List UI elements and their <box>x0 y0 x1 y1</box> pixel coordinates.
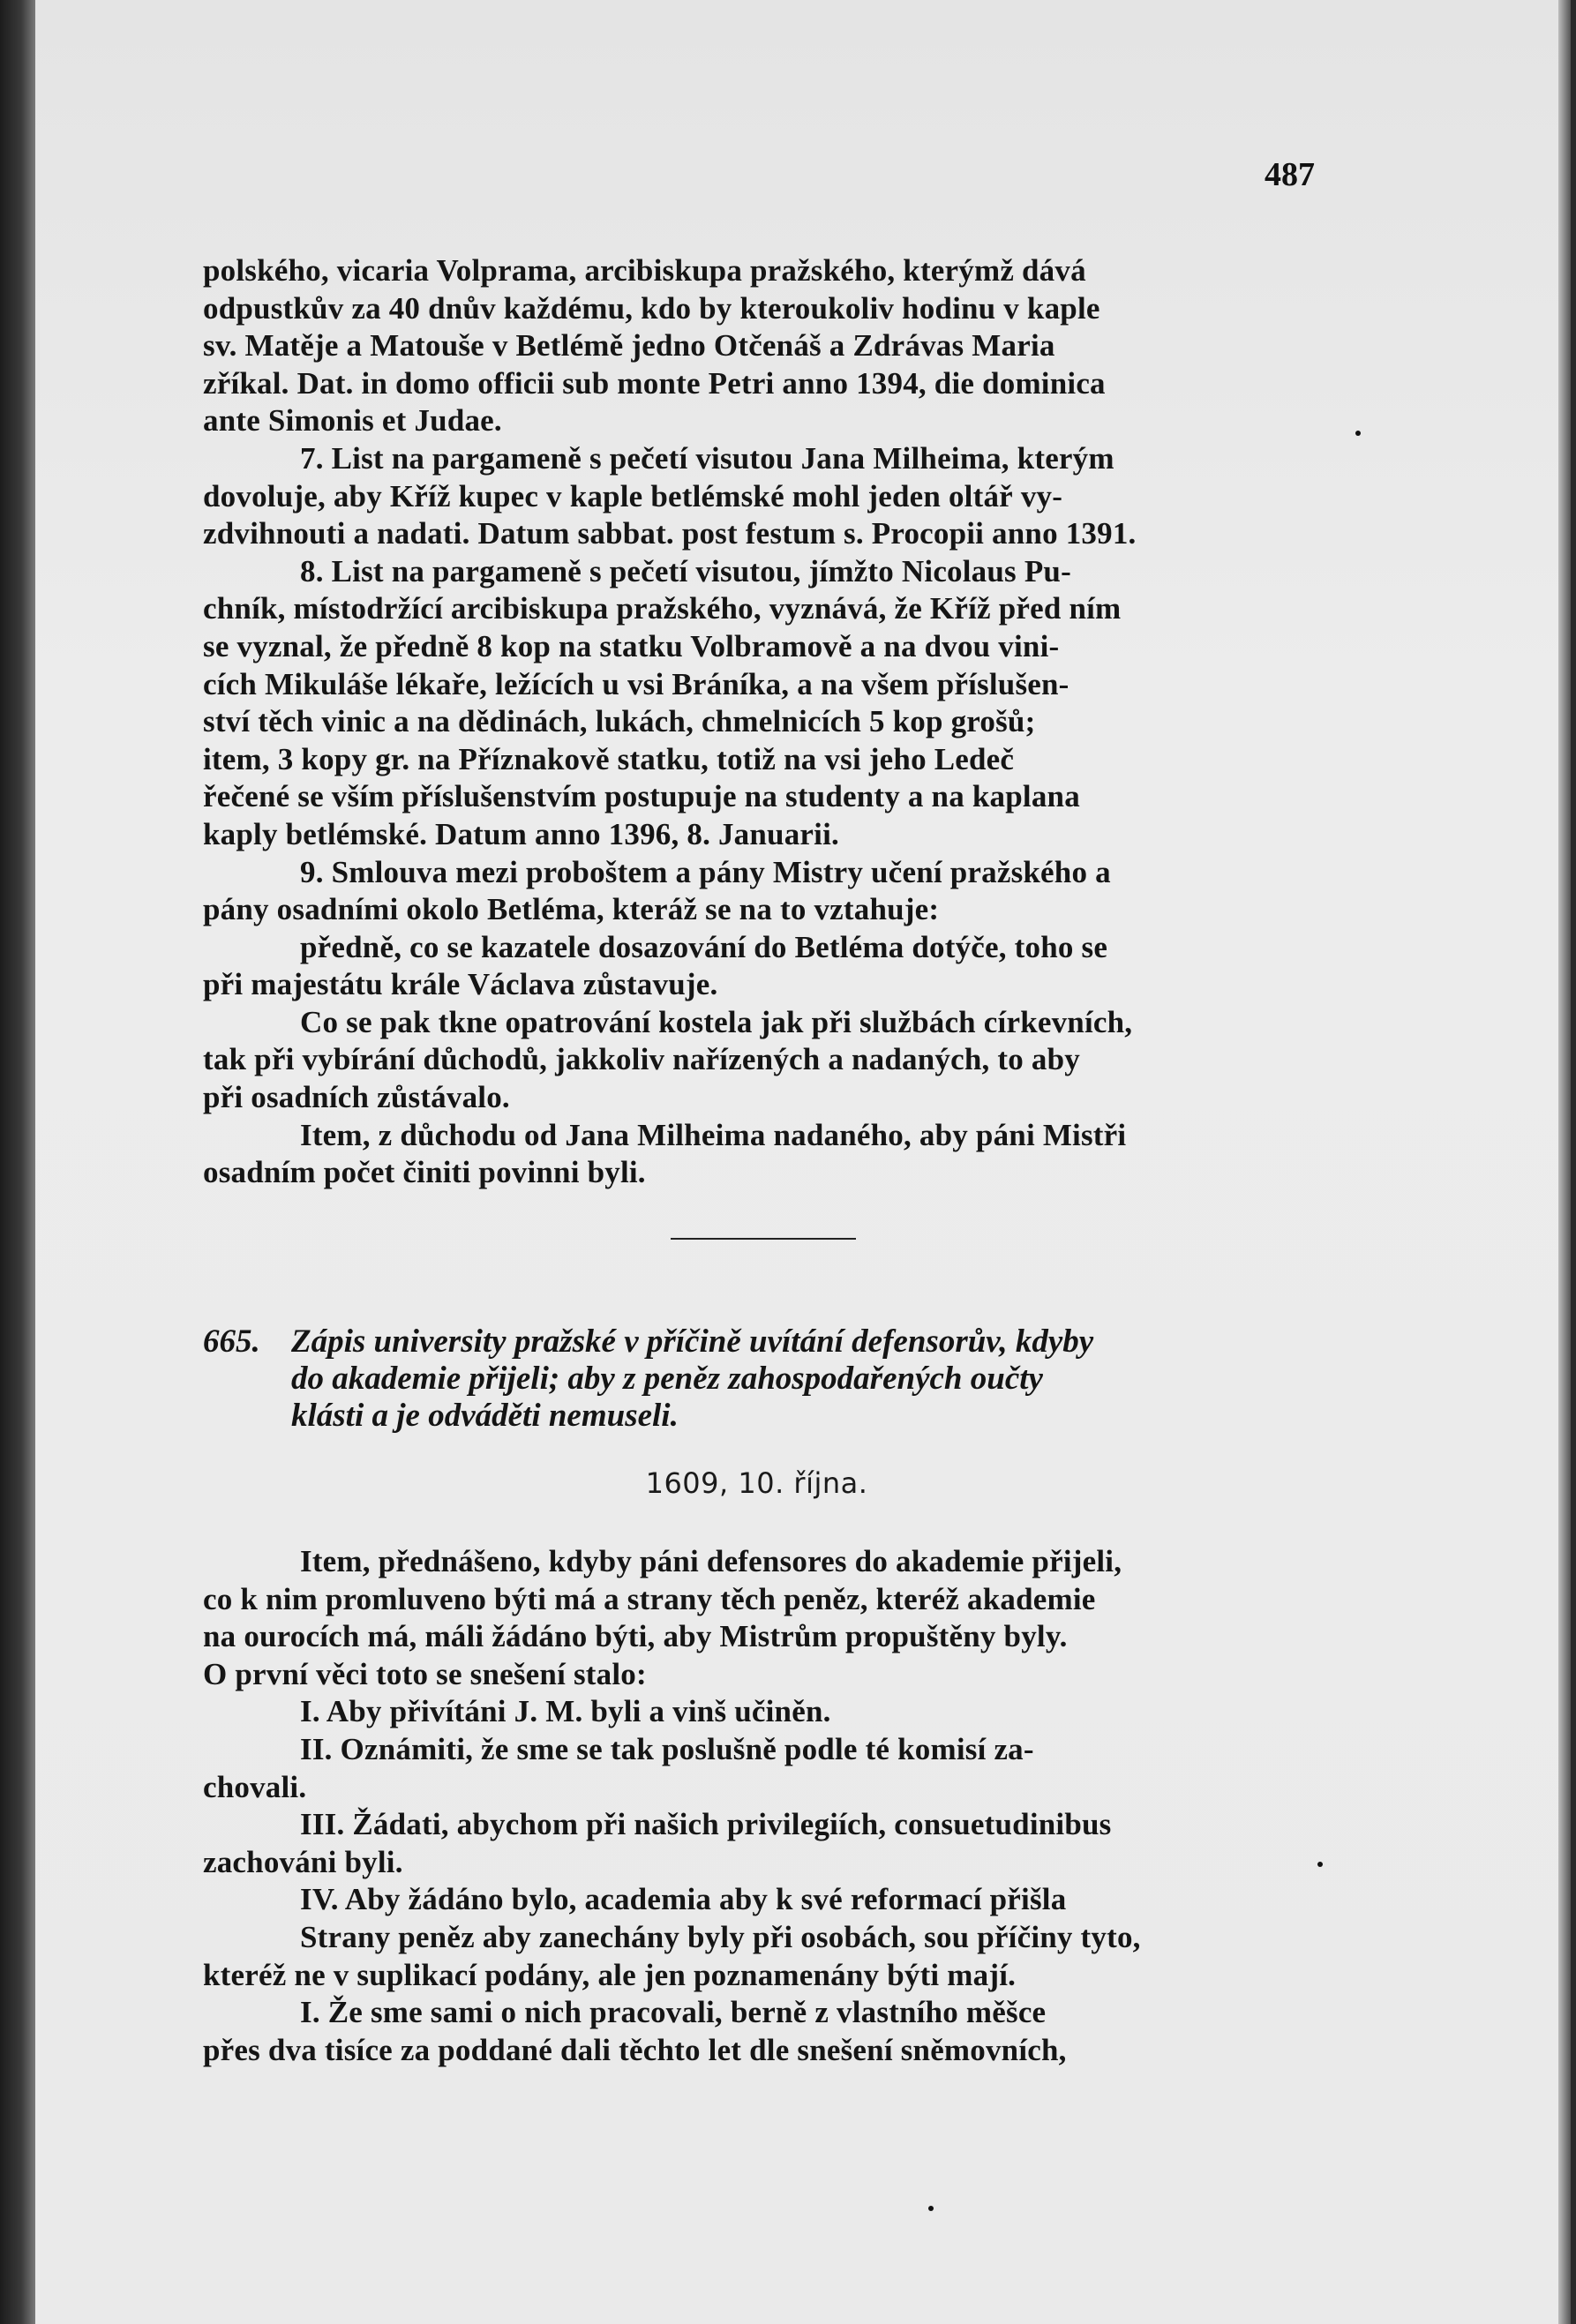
text-line: dovoluje, aby Kříž kupec v kaple betlémské mohl jeden oltář vy- <box>203 478 1063 514</box>
paper-speck <box>1355 431 1361 436</box>
book-spine-shadow <box>0 0 35 2324</box>
text-line: zříkal. Dat. in domo officii sub monte Petri anno 1394, die dominica <box>203 365 1106 401</box>
paper-speck <box>1317 1862 1323 1867</box>
text-line: pány osadními okolo Betléma, kteráž se na to vztahuje: <box>203 892 940 927</box>
section-divider <box>671 1238 856 1240</box>
text-line: kteréž ne v suplikací podány, ale jen poznamenány býti mají. <box>203 1957 1017 1992</box>
text-line: III. Žádati, abychom při našich privilegiích, consuetudinibus <box>300 1807 1112 1842</box>
text-line: chník, místodržící arcibiskupa pražského, vyznává, že Kříž před ním <box>203 591 1122 626</box>
text-line: zdvihnouti a nadati. Datum sabbat. post festum s. Procopii anno 1391. <box>203 516 1137 551</box>
text-line: kaply betlémské. Datum anno 1396, 8. Januarii. <box>203 816 839 851</box>
text-line: 8. List na pargameně s pečetí visutou, jímžto Nicolaus Pu- <box>300 553 1071 588</box>
text-line: sv. Matěje a Matouše v Betlémě jedno Otčenáš a Zdrávas Maria <box>203 328 1055 364</box>
text-line: přes dva tisíce za poddané dali těchto let dle snešení sněmovních, <box>203 2032 1067 2067</box>
text-line: při majestátu krále Václava zůstavuje. <box>203 967 718 1002</box>
text-line: Item, z důchodu od Jana Milheima nadaného, aby páni Mistři <box>300 1117 1127 1152</box>
section-heading-line-3: klásti a je odváděti nemuseli. <box>291 1398 679 1434</box>
text-line: ství těch vinic a na dědinách, lukách, chmelnicích 5 kop grošů; <box>203 704 1036 739</box>
text-line: se vyznal, že předně 8 kop na statku Volbramově a na dvou vini- <box>203 628 1060 663</box>
text-line: chovali. <box>203 1769 307 1804</box>
text-line: 7. List na pargameně s pečetí visutou Jana Milheima, kterým <box>300 440 1114 476</box>
text-line: ante Simonis et Judae. <box>203 403 502 439</box>
text-line: item, 3 kopy gr. na Příznakově statku, totiž na vsi jeho Ledeč <box>203 741 1015 776</box>
text-line: cích Mikuláše lékaře, ležících u vsi Bráníka, a na všem příslušen- <box>203 666 1069 701</box>
page-number: 487 <box>1265 156 1315 193</box>
paper-speck <box>928 2206 934 2211</box>
section-title-line: Zápis university pražské v příčině uvítání defensorův, kdyby <box>291 1323 1094 1360</box>
text-line: odpustkův za 40 dnův každému, kdo by kteroukoliv hodinu v kaple <box>203 290 1100 326</box>
text-line: předně, co se kazatele dosazování do Betléma dotýče, toho se <box>300 929 1108 964</box>
section-heading-line-1 <box>203 1323 1310 1361</box>
lower-text-block <box>203 1543 1310 2069</box>
text-line: 9. Smlouva mezi proboštem a pány Mistry učení pražského a <box>300 854 1111 889</box>
section-heading-line-2: do akademie přijeli; aby z peněz zahospodařených oučty <box>291 1361 1043 1397</box>
text-line: řečené se vším příslušenstvím postupuje na studenty a na kaplana <box>203 779 1080 814</box>
text-line: polského, vicaria Volprama, arcibiskupa pražského, kterýmž dává <box>203 253 1086 288</box>
upper-text-block <box>203 252 1310 1192</box>
text-line: co k nim promluveno býti má a strany těch peněz, kteréž akademie <box>203 1581 1096 1616</box>
text-line: I. Aby přivítáni J. M. byli a vinš učiněn. <box>300 1694 831 1729</box>
text-line: na ourocích má, máli žádáno býti, aby Mistrům propuštěny byly. <box>203 1619 1068 1654</box>
section-number: 665. <box>203 1323 260 1360</box>
text-line: I. Že sme sami o nich pracovali, berně z vlastního měšce <box>300 1995 1047 2030</box>
text-line: Co se pak tkne opatrování kostela jak při službách církevních, <box>300 1004 1133 1039</box>
section-date: 1609, 10. října. <box>645 1466 868 1500</box>
text-line: II. Oznámiti, že sme se tak poslušně podle té komisí za- <box>300 1731 1034 1766</box>
text-line: tak při vybírání důchodů, jakkoliv nařízených a nadaných, to aby <box>203 1042 1080 1077</box>
page-right-edge <box>1558 0 1571 2324</box>
text-line: při osadních zůstávalo. <box>203 1080 510 1115</box>
text-line: osadním počet činiti povinni byli. <box>203 1155 646 1190</box>
section-heading <box>203 1323 1310 1435</box>
text-line: zachováni byli. <box>203 1844 403 1879</box>
text-line: Item, přednášeno, kdyby páni defensores do akademie přijeli, <box>300 1544 1122 1578</box>
text-line: IV. Aby žádáno bylo, academia aby k své reformací přišla <box>300 1882 1067 1917</box>
text-line: Strany peněz aby zanechány byly při osobách, sou příčiny tyto, <box>300 1919 1141 1954</box>
text-line: O první věci toto se snešení stalo: <box>203 1656 647 1691</box>
